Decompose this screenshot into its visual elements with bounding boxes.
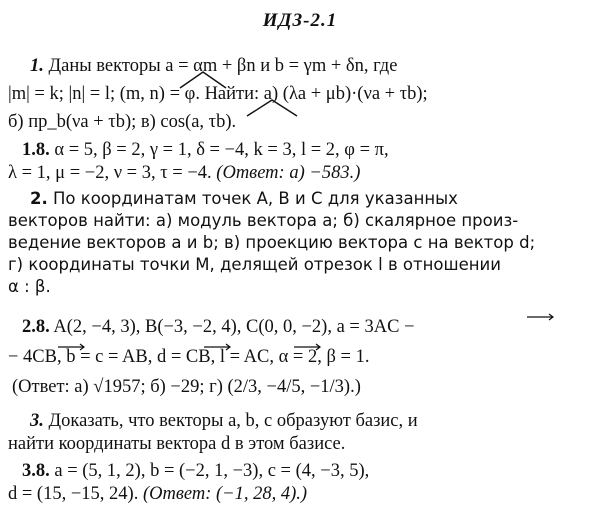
task2-line4: г) координаты точки M, делящей отрезок l в отношении — [8, 255, 501, 274]
var28-number: 2.8. — [22, 317, 50, 337]
task3-text1: Доказать, что векторы a, b, c образуют базис, и — [48, 411, 418, 431]
task3-line1 — [30, 410, 600, 432]
var18-line1 — [22, 139, 600, 161]
task2-number: 2. — [30, 189, 48, 208]
task1-line3: б) пр_b(νa + τb); в) cos(a, τb). — [8, 112, 237, 132]
var28-text1: A(2, −4, 3), B(−3, −2, 4), C(0, 0, −2), a = 3AC − — [53, 317, 415, 337]
task3-number: 3. — [30, 411, 44, 431]
var18-number: 1.8. — [22, 140, 50, 160]
task2-line3: ведение векторов a и b; в) проекцию вектора c на вектор d; — [8, 233, 536, 252]
var38-line2 — [8, 483, 596, 505]
task2-line1 — [30, 188, 600, 210]
var38-line1 — [22, 460, 600, 482]
var38-text1: a = (5, 1, 2), b = (−2, 1, −3), c = (4, −3, 5), — [54, 461, 370, 481]
var28-line2: − 4CB, b = c = AB, d = CB, l = AC, α = 2, β = 1. — [8, 347, 370, 367]
var18-line2 — [8, 162, 596, 184]
task1-text1: Даны векторы a = αm + βn и b = γm + δn, где — [48, 56, 398, 76]
task2-text1: По координатам точек A, B и C для указанных — [53, 189, 458, 208]
var38-text2: d = (15, −15, 24). — [8, 484, 139, 504]
var28-line1 — [22, 316, 600, 338]
task3-line2: найти координаты вектора d в этом базисе. — [8, 434, 346, 454]
var38-answer: (Ответ: (−1, 28, 4).) — [142, 484, 308, 504]
var28-answer: (Ответ: а) √1957; б) −29; г) (2/3, −4/5, −1/3).) — [12, 377, 361, 397]
var18-answer: (Ответ: а) −583.) — [216, 163, 361, 183]
document-title: ИДЗ-2.1 — [262, 10, 338, 31]
var38-number: 3.8. — [22, 461, 50, 481]
var18-text2: λ = 1, μ = −2, ν = 3, τ = −4. — [8, 163, 212, 183]
task2-line5: α : β. — [8, 277, 51, 296]
task1-line2: |m| = k; |n| = l; (m, n) = φ. Найти: а) (λa + μb)·(νa + τb); — [8, 84, 428, 104]
task1-line1 — [30, 55, 596, 77]
task1-number: 1. — [30, 56, 44, 76]
var18-text1: α = 5, β = 2, γ = 1, δ = −4, k = 3, l = 2, φ = π, — [54, 140, 389, 160]
task2-line2: векторов найти: а) модуль вектора a; б) скалярное произ- — [8, 211, 519, 230]
